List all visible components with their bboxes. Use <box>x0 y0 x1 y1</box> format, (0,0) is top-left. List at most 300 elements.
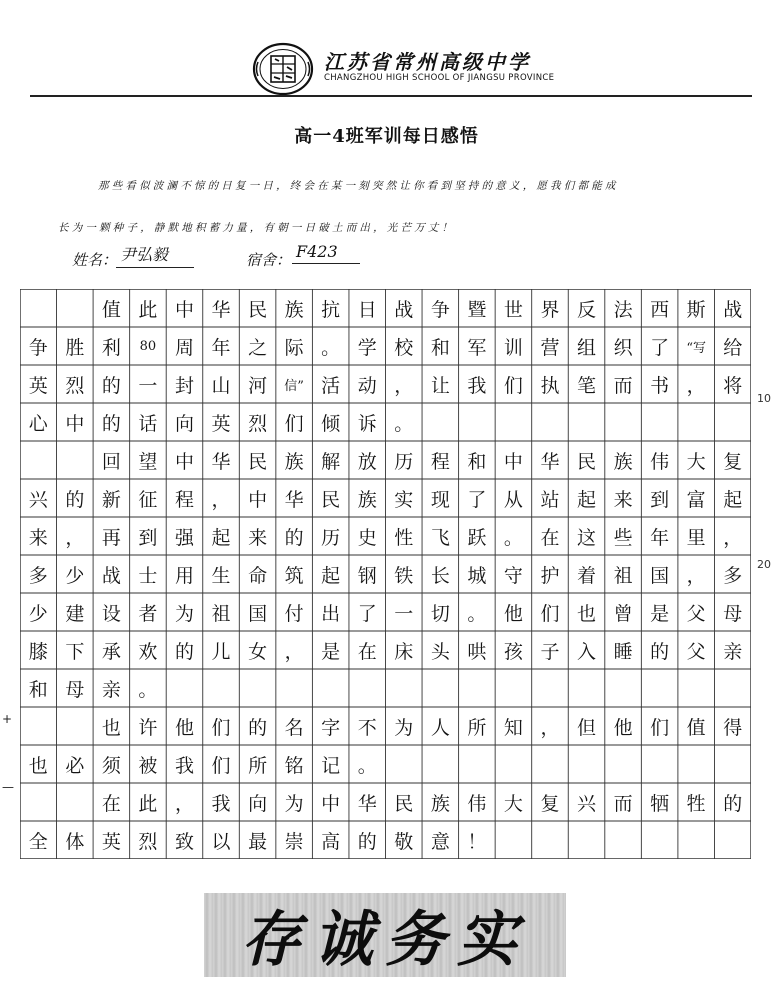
grid-cell: 争 <box>430 298 450 321</box>
page-header <box>0 0 773 100</box>
grid-cell: 复 <box>723 450 743 473</box>
grid-cell: 头 <box>430 640 450 663</box>
grid-cell <box>568 403 605 441</box>
grid-cell: 是 <box>650 602 670 625</box>
grid-cell: 了 <box>357 602 377 625</box>
grid-cell: 实 <box>394 488 414 511</box>
grid-cell <box>57 441 94 479</box>
grid-cell <box>20 707 57 745</box>
grid-cell <box>678 821 715 859</box>
grid-cell: 着 <box>577 564 597 587</box>
grid-cell: 里 <box>686 526 706 549</box>
header-divider <box>30 95 752 97</box>
grid-cell: 国 <box>650 564 670 587</box>
grid-cell: 到 <box>650 488 670 511</box>
grid-cell: 父 <box>686 640 706 663</box>
grid-cell: 法 <box>613 298 633 321</box>
grid-cell: 多 <box>723 564 743 587</box>
grid-cell <box>203 669 240 707</box>
grid-cell: 军 <box>467 336 487 359</box>
grid-cell: 此 <box>138 298 158 321</box>
grid-cell: 设 <box>101 602 121 625</box>
grid-cell <box>495 403 532 441</box>
grid-cell: 牲 <box>686 792 706 815</box>
grid-cell: 意 <box>430 830 450 853</box>
dorm-value: F423 <box>292 242 360 264</box>
dorm-label: 宿舍： <box>246 251 292 269</box>
grid-cell: 士 <box>138 564 158 587</box>
grid-cell: 的 <box>101 374 121 397</box>
grid-cell: 必 <box>65 754 85 777</box>
grid-cell: 中 <box>174 450 194 473</box>
grid-cell: 生 <box>211 564 231 587</box>
grid-cell: 伟 <box>650 450 670 473</box>
grid-cell <box>422 745 459 783</box>
grid-cell: 站 <box>540 488 560 511</box>
grid-cell: 。 <box>321 336 341 359</box>
side-number: 10 <box>757 392 771 405</box>
grid-cell <box>678 403 715 441</box>
grid-cell: 子 <box>540 640 560 663</box>
grid-cell: 母 <box>723 602 743 625</box>
grid-cell: 为 <box>284 792 304 815</box>
grid-cell: 高 <box>321 830 341 853</box>
grid-cell: 来 <box>248 526 268 549</box>
grid-cell <box>459 403 496 441</box>
grid-cell <box>714 745 751 783</box>
name-value: 尹弘毅 <box>116 242 194 268</box>
grid-cell: 战 <box>723 298 743 321</box>
grid-cell: 大 <box>503 792 523 815</box>
grid-cell: 烈 <box>65 374 85 397</box>
grid-cell: 诉 <box>357 412 377 435</box>
grid-cell: 字 <box>321 716 341 739</box>
grid-cell: 付 <box>284 602 304 625</box>
grid-cell: 少 <box>65 564 85 587</box>
grid-cell: 些 <box>613 526 633 549</box>
grid-cell: 历 <box>321 526 341 549</box>
grid-cell <box>714 669 751 707</box>
grid-cell: 世 <box>503 298 523 321</box>
grid-cell: 长 <box>430 564 450 587</box>
grid-cell: 多 <box>28 564 48 587</box>
grid-cell: ， <box>211 488 231 511</box>
grid-cell: 族 <box>284 450 304 473</box>
grid-cell: ， <box>174 792 194 815</box>
grid-cell: 父 <box>686 602 706 625</box>
grid-cell <box>641 669 678 707</box>
grid-cell: 华 <box>284 488 304 511</box>
grid-cell <box>714 403 751 441</box>
grid-cell: 致 <box>174 830 194 853</box>
grid-cell: 兴 <box>577 792 597 815</box>
grid-cell: ， <box>284 640 304 663</box>
grid-cell: 在 <box>101 792 121 815</box>
grid-cell <box>605 745 642 783</box>
grid-cell: 起 <box>321 564 341 587</box>
grid-cell: 。 <box>138 678 158 701</box>
grid-cell: 们 <box>211 754 231 777</box>
grid-cell: 也 <box>28 754 48 777</box>
grid-cell: 日 <box>357 298 377 321</box>
grid-cell: 华 <box>211 450 231 473</box>
grid-cell: 胜 <box>65 336 85 359</box>
grid-cell <box>349 669 386 707</box>
grid-cell <box>568 821 605 859</box>
grid-cell: 华 <box>540 450 560 473</box>
grid-cell: ， <box>540 716 560 739</box>
grid-cell: 欢 <box>138 640 158 663</box>
grid-cell: ， <box>723 526 743 549</box>
grid-cell: 战 <box>101 564 121 587</box>
margin-mark: — <box>2 780 14 794</box>
grid-cell: 执 <box>540 374 560 397</box>
grid-cell <box>20 441 57 479</box>
grid-cell: 城 <box>467 564 487 587</box>
grid-cell: 中 <box>503 450 523 473</box>
grid-cell: 回 <box>101 450 121 473</box>
grid-cell <box>714 821 751 859</box>
grid-cell: 之 <box>248 336 268 359</box>
grid-cell <box>605 821 642 859</box>
grid-cell: 起 <box>211 526 231 549</box>
grid-cell: 华 <box>211 298 231 321</box>
grid-cell <box>568 745 605 783</box>
grid-cell: 护 <box>540 564 560 587</box>
grid-cell: 争 <box>28 336 48 359</box>
grid-cell: 飞 <box>430 526 450 549</box>
grid-cell: 的 <box>65 488 85 511</box>
grid-cell: 守 <box>503 564 523 587</box>
grid-cell: 为 <box>174 602 194 625</box>
grid-cell: 动 <box>357 374 377 397</box>
grid-cell: 一 <box>138 374 158 397</box>
grid-cell: 母 <box>65 678 85 701</box>
grid-cell <box>605 669 642 707</box>
grid-cell <box>495 821 532 859</box>
grid-cell: 中 <box>65 412 85 435</box>
grid-cell: 组 <box>577 336 597 359</box>
grid-cell: 烈 <box>248 412 268 435</box>
grid-cell <box>532 745 569 783</box>
grid-cell: 切 <box>430 602 450 625</box>
grid-cell: 用 <box>174 564 194 587</box>
grid-cell: 中 <box>248 488 268 511</box>
grid-cell: 床 <box>394 640 414 663</box>
grid-cell: 际 <box>284 336 304 359</box>
grid-cell: 让 <box>430 374 450 397</box>
grid-cell: 全 <box>28 830 48 853</box>
grid-cell: 了 <box>650 336 670 359</box>
grid-cell: 现 <box>430 488 450 511</box>
grid-cell: 新 <box>101 488 121 511</box>
school-name-chinese: 江苏省常州高级中学 <box>324 50 531 74</box>
grid-cell: 牺 <box>650 792 670 815</box>
grid-cell: 儿 <box>211 640 231 663</box>
school-name-english: CHANGZHOU HIGH SCHOOL OF JIANGSU PROVINCE <box>324 73 555 83</box>
grid-cell: 许 <box>138 716 158 739</box>
grid-cell: 话 <box>138 412 158 435</box>
grid-cell: 利 <box>101 336 121 359</box>
grid-cell: 。 <box>503 526 523 549</box>
grid-cell: 们 <box>211 716 231 739</box>
grid-cell: ！ <box>467 830 487 853</box>
grid-cell <box>422 403 459 441</box>
grid-cell: 我 <box>174 754 194 777</box>
grid-cell: 80 <box>139 338 157 354</box>
grid-cell: 和 <box>467 450 487 473</box>
grid-cell: 下 <box>65 640 85 663</box>
grid-cell: 者 <box>138 602 158 625</box>
grid-cell: 笔 <box>577 374 597 397</box>
grid-cell <box>641 403 678 441</box>
grid-cell: 此 <box>138 792 158 815</box>
school-seal-icon <box>252 42 314 96</box>
grid-cell: 们 <box>540 602 560 625</box>
grid-cell: 筑 <box>284 564 304 587</box>
grid-cell: 入 <box>577 640 597 663</box>
grid-cell: 的 <box>723 792 743 815</box>
grid-cell: 族 <box>613 450 633 473</box>
grid-cell: 性 <box>394 526 414 549</box>
side-number: 20 <box>757 558 771 571</box>
grid-cell: 亲 <box>723 640 743 663</box>
grid-cell <box>641 821 678 859</box>
grid-cell: 们 <box>650 716 670 739</box>
grid-cell: 和 <box>430 336 450 359</box>
grid-cell: 国 <box>248 602 268 625</box>
grid-cell <box>495 745 532 783</box>
grid-cell: 的 <box>101 412 121 435</box>
grid-cell: 在 <box>540 526 560 549</box>
page-title: 高一4班军训每日感悟 <box>294 126 479 147</box>
grid-cell: 也 <box>101 716 121 739</box>
grid-cell: 体 <box>65 830 85 853</box>
grid-cell: 。 <box>357 754 377 777</box>
grid-cell: 我 <box>467 374 487 397</box>
grid-cell: 年 <box>211 336 231 359</box>
grid-cell: 跃 <box>467 526 487 549</box>
grid-cell: 他 <box>503 602 523 625</box>
grid-cell: 伟 <box>467 792 487 815</box>
grid-cell: 兴 <box>28 488 48 511</box>
grid-cell: 向 <box>248 792 268 815</box>
grid-cell: 孩 <box>503 640 523 663</box>
grid-cell: 的 <box>174 640 194 663</box>
grid-cell <box>57 707 94 745</box>
grid-cell: “写 <box>686 340 706 356</box>
grid-cell: 知 <box>503 716 523 739</box>
grid-cell: 来 <box>613 488 633 511</box>
grid-cell <box>20 783 57 821</box>
essay-grid <box>20 289 751 859</box>
grid-cell: 最 <box>248 830 268 853</box>
grid-cell: 一 <box>394 602 414 625</box>
motto-line-2: 长为一颗种子，静默地积蓄力量，有朝一日破土而出，光芒万丈！ <box>58 222 456 234</box>
grid-cell: 出 <box>321 602 341 625</box>
grid-cell: 所 <box>467 716 487 739</box>
grid-cell: 民 <box>248 450 268 473</box>
grid-cell: 富 <box>686 488 706 511</box>
grid-cell: 名 <box>284 716 304 739</box>
grid-cell: 复 <box>540 792 560 815</box>
name-label: 姓名： <box>72 251 118 269</box>
grid-cell: 值 <box>686 716 706 739</box>
grid-cell: 烈 <box>138 830 158 853</box>
grid-cell: 而 <box>613 792 633 815</box>
grid-cell: 界 <box>540 298 560 321</box>
grid-cell: 心 <box>28 412 48 435</box>
grid-cell: 解 <box>321 450 341 473</box>
grid-cell: 。 <box>467 602 487 625</box>
grid-cell: 华 <box>357 792 377 815</box>
grid-cell <box>57 289 94 327</box>
grid-cell <box>312 669 349 707</box>
grid-cell: 以 <box>211 830 231 853</box>
grid-cell: 战 <box>394 298 414 321</box>
grid-cell: 但 <box>577 716 597 739</box>
grid-cell: 他 <box>174 716 194 739</box>
grid-cell: 敬 <box>394 830 414 853</box>
grid-cell: 民 <box>394 792 414 815</box>
grid-cell: 铁 <box>394 564 414 587</box>
grid-cell <box>678 669 715 707</box>
grid-cell: 周 <box>174 336 194 359</box>
grid-cell: 铭 <box>284 754 304 777</box>
grid-cell: 为 <box>394 716 414 739</box>
grid-cell: 民 <box>577 450 597 473</box>
grid-cell: 从 <box>503 488 523 511</box>
grid-cell: 斯 <box>686 298 706 321</box>
grid-cell: 望 <box>138 450 158 473</box>
grid-cell: 营 <box>540 336 560 359</box>
grid-cell <box>532 821 569 859</box>
grid-cell: 被 <box>138 754 158 777</box>
grid-cell: 膝 <box>28 640 48 663</box>
grid-cell <box>20 289 57 327</box>
grid-cell: 起 <box>723 488 743 511</box>
grid-cell: 河 <box>248 374 268 397</box>
grid-cell: 织 <box>613 336 633 359</box>
grid-cell: 亲 <box>101 678 121 701</box>
grid-cell: 暨 <box>467 298 487 321</box>
grid-cell <box>166 669 203 707</box>
grid-cell: 历 <box>394 450 414 473</box>
grid-cell <box>57 783 94 821</box>
grid-cell <box>532 403 569 441</box>
grid-cell: ， <box>65 526 85 549</box>
grid-cell: 少 <box>28 602 48 625</box>
grid-cell: 祖 <box>613 564 633 587</box>
grid-cell: 族 <box>430 792 450 815</box>
grid-cell: 钢 <box>357 564 377 587</box>
grid-cell: 中 <box>174 298 194 321</box>
grid-cell: 给 <box>723 336 743 359</box>
grid-cell: 向 <box>174 412 194 435</box>
grid-cell <box>605 403 642 441</box>
grid-cell: 了 <box>467 488 487 511</box>
grid-cell <box>386 669 423 707</box>
grid-cell: 族 <box>357 488 377 511</box>
grid-cell: 大 <box>686 450 706 473</box>
grid-cell: 山 <box>211 374 231 397</box>
grid-cell: 曾 <box>613 602 633 625</box>
grid-cell: 族 <box>284 298 304 321</box>
grid-cell: 封 <box>174 374 194 397</box>
grid-cell: 们 <box>284 412 304 435</box>
grid-cell: 来 <box>28 526 48 549</box>
grid-cell: 起 <box>577 488 597 511</box>
grid-cell: 英 <box>211 412 231 435</box>
grid-cell: 所 <box>248 754 268 777</box>
grid-cell: 校 <box>394 336 414 359</box>
grid-cell <box>678 745 715 783</box>
grid-cell <box>459 669 496 707</box>
grid-cell: 得 <box>723 716 743 739</box>
grid-cell: 征 <box>138 488 158 511</box>
margin-mark: + <box>2 712 13 726</box>
grid-cell: 的 <box>650 640 670 663</box>
grid-cell <box>276 669 313 707</box>
grid-cell: 们 <box>503 374 523 397</box>
grid-cell: 。 <box>394 412 414 435</box>
grid-cell: 不 <box>357 716 377 739</box>
grid-cell: 是 <box>321 640 341 663</box>
grid-cell: 崇 <box>284 830 304 853</box>
grid-cell: 我 <box>211 792 231 815</box>
grid-cell <box>641 745 678 783</box>
grid-cell: 民 <box>321 488 341 511</box>
grid-cell <box>568 669 605 707</box>
grid-cell: 他 <box>613 716 633 739</box>
grid-cell: 再 <box>101 526 121 549</box>
grid-cell <box>422 669 459 707</box>
motto-line-1: 那些看似波澜不惊的日复一日，终会在某一刻突然让你看到坚持的意义，愿我们都能成 <box>98 180 619 192</box>
grid-cell: 学 <box>357 336 377 359</box>
grid-cell: 建 <box>65 602 85 625</box>
grid-cell: 哄 <box>467 640 487 663</box>
grid-cell: 睡 <box>613 640 633 663</box>
grid-cell: 活 <box>321 374 341 397</box>
grid-cell: 女 <box>248 640 268 663</box>
stamp-text: 存诚务实 <box>241 905 529 975</box>
grid-cell: ， <box>686 374 706 397</box>
grid-cell <box>386 745 423 783</box>
grid-cell: 英 <box>28 374 48 397</box>
grid-cell <box>495 669 532 707</box>
grid-cell: 民 <box>248 298 268 321</box>
grid-cell: 人 <box>430 716 450 739</box>
grid-cell: 放 <box>357 450 377 473</box>
grid-cell: 中 <box>321 792 341 815</box>
grid-cell: 抗 <box>321 298 341 321</box>
grid-cell: 的 <box>284 526 304 549</box>
motto-stamp <box>204 893 566 977</box>
grid-cell: 将 <box>723 374 743 397</box>
grid-cell: 和 <box>28 678 48 701</box>
grid-cell <box>459 745 496 783</box>
grid-cell: 记 <box>321 754 341 777</box>
grid-cell: 的 <box>357 830 377 853</box>
grid-cell: 程 <box>174 488 194 511</box>
grid-cell: 的 <box>248 716 268 739</box>
grid-cell <box>532 669 569 707</box>
grid-cell: 史 <box>357 526 377 549</box>
grid-cell: 英 <box>101 830 121 853</box>
grid-cell <box>239 669 276 707</box>
grid-cell: 祖 <box>211 602 231 625</box>
grid-cell: ， <box>686 564 706 587</box>
